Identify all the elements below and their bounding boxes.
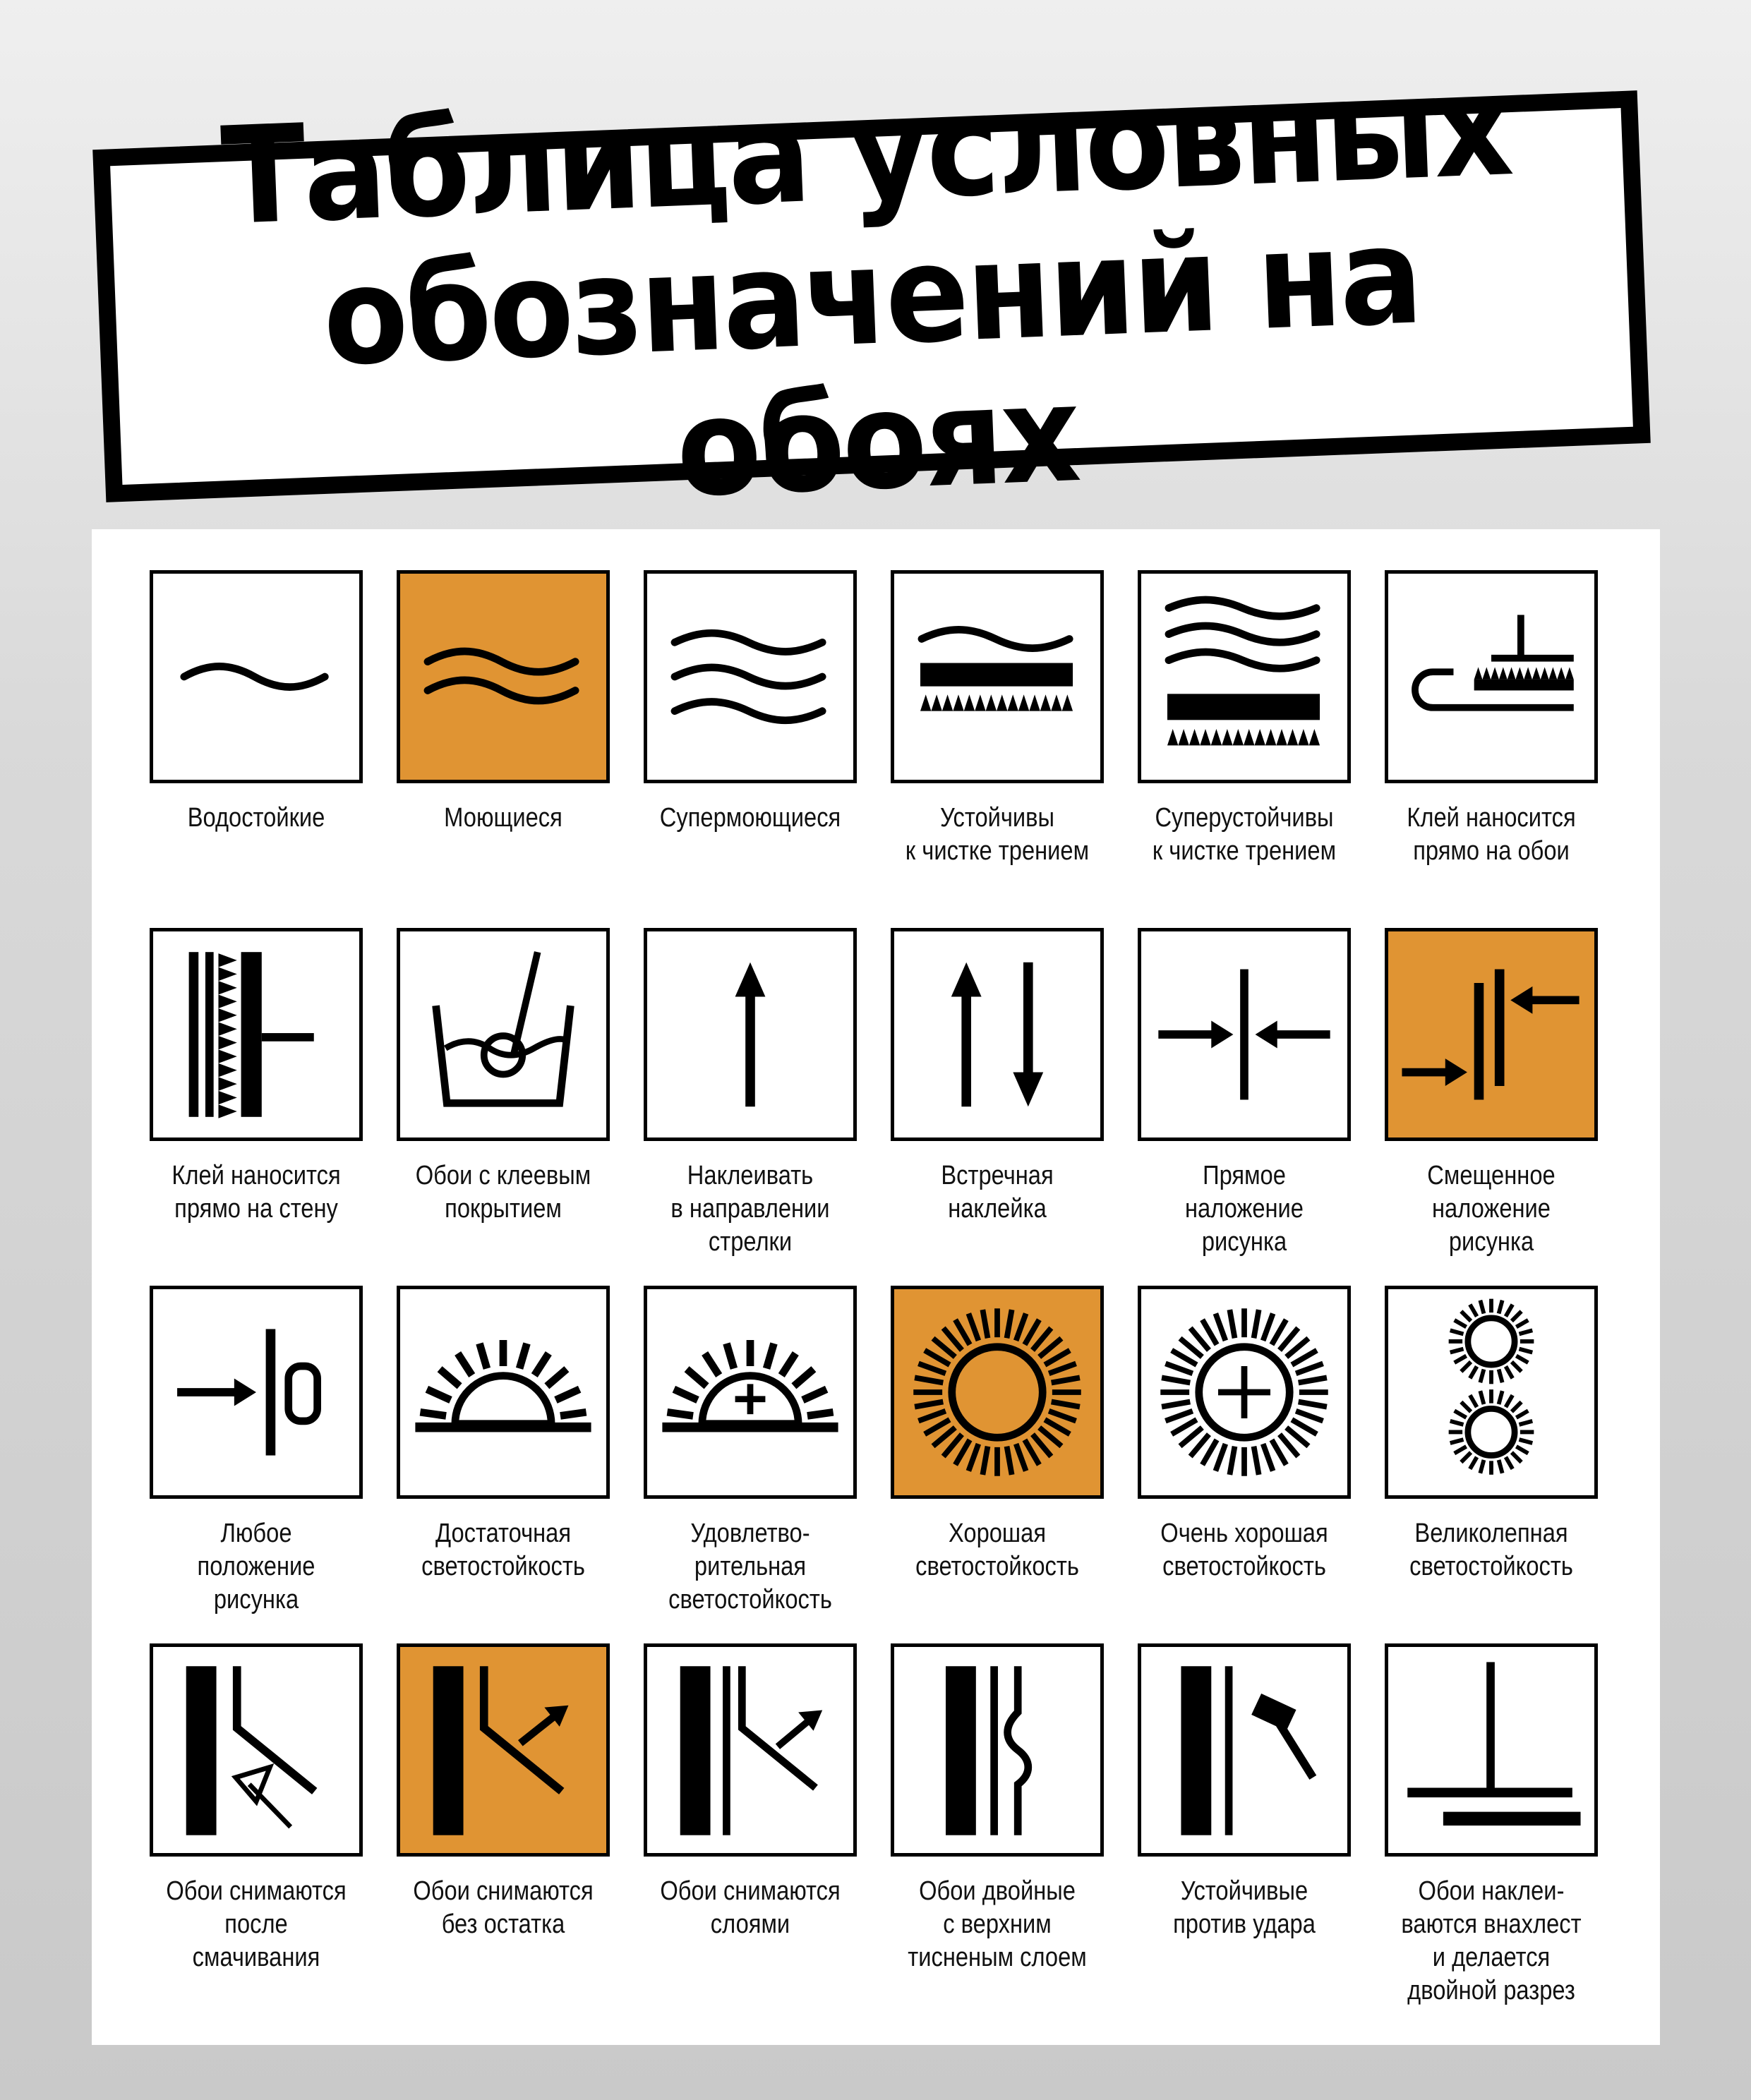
symbol-cell xyxy=(150,1286,363,1643)
symbol-label-line: наложение xyxy=(1185,1194,1304,1224)
double-sun-icon xyxy=(1385,1286,1598,1499)
symbol-label xyxy=(1382,1159,1601,1259)
free-match-icon xyxy=(150,1286,363,1499)
peel-layers-icon xyxy=(644,1643,857,1857)
symbol-label-line: Обои с клеевым xyxy=(415,1161,591,1190)
symbol-label-line: прямо на стену xyxy=(174,1194,338,1224)
symbol-cell xyxy=(891,570,1104,928)
paste-wall-icon xyxy=(150,928,363,1141)
symbol-label xyxy=(147,1875,366,1974)
symbol-cell xyxy=(150,1643,363,2001)
symbol-label xyxy=(394,802,613,835)
symbol-label-line: после xyxy=(224,1909,288,1939)
symbol-label-line: Устойчивы xyxy=(939,803,1055,833)
offset-match-icon xyxy=(1385,928,1598,1141)
symbol-label-line: против удара xyxy=(1173,1909,1316,1939)
symbol-label-line: Моющиеся xyxy=(444,803,562,833)
symbol-cell xyxy=(644,570,857,928)
symbol-label xyxy=(1382,1517,1601,1583)
peel-off-icon xyxy=(397,1643,610,1857)
symbol-label-line: Обои снимаются xyxy=(166,1876,347,1906)
symbol-cell xyxy=(1385,928,1598,1286)
symbol-label-line: Наклеивать xyxy=(687,1161,814,1190)
symbol-cell xyxy=(1138,1286,1351,1643)
symbol-label-line: Обои двойные xyxy=(919,1876,1076,1906)
symbol-cell xyxy=(891,1286,1104,1643)
symbol-label xyxy=(1135,1875,1354,1941)
reverse-hanging-icon xyxy=(891,928,1104,1141)
symbol-label xyxy=(1382,1875,1601,2008)
symbol-label-line: Удовлетво- xyxy=(690,1519,810,1548)
symbol-label-line: прямо на обои xyxy=(1413,836,1570,866)
symbol-label xyxy=(888,1159,1107,1226)
triple-wave-brush-icon xyxy=(1138,570,1351,783)
symbol-cell xyxy=(1385,570,1598,928)
symbol-label xyxy=(641,1517,860,1617)
title-banner xyxy=(92,49,1651,527)
symbol-cell xyxy=(891,928,1104,1286)
half-sun-plus-icon xyxy=(644,1286,857,1499)
title-line-1: Таблица условных xyxy=(218,49,1514,255)
symbol-cell xyxy=(644,1286,857,1643)
symbol-label-line: наложение xyxy=(1432,1194,1551,1224)
symbol-label xyxy=(1135,802,1354,868)
symbol-label-line: с верхним xyxy=(943,1909,1052,1939)
symbol-label-line: Достаточная xyxy=(435,1519,572,1548)
symbol-label xyxy=(1135,1517,1354,1583)
symbol-label xyxy=(888,1875,1107,1974)
overlap-cut-icon xyxy=(1385,1643,1598,1857)
symbol-label-line: Водостойкие xyxy=(187,803,325,833)
symbol-label-line: Супермоющиеся xyxy=(659,803,841,833)
symbol-label xyxy=(641,1875,860,1941)
symbol-cell xyxy=(397,570,610,928)
symbol-label-line: Клей наносится xyxy=(1407,803,1576,833)
sun-plus-icon xyxy=(1138,1286,1351,1499)
symbol-label xyxy=(1382,802,1601,868)
symbol-label xyxy=(1135,1159,1354,1259)
symbol-cell xyxy=(644,1643,857,2001)
symbol-label-line: светостойкость xyxy=(1162,1552,1326,1581)
symbol-label xyxy=(147,1159,366,1226)
symbol-label xyxy=(888,1517,1107,1583)
title-line-2: обозначений на обоях xyxy=(320,197,1424,527)
symbol-label-line: смачивания xyxy=(192,1943,320,1972)
symbol-cell xyxy=(397,928,610,1286)
symbol-label-line: стрелки xyxy=(708,1227,793,1257)
embossed-duplex-icon xyxy=(891,1643,1104,1857)
arrow-up-icon xyxy=(644,928,857,1141)
symbol-label-line: Обои наклеи- xyxy=(1418,1876,1565,1906)
symbol-label-line: светостойкость xyxy=(421,1552,585,1581)
symbol-label-line: к чистке трением xyxy=(905,836,1090,866)
symbol-label xyxy=(888,802,1107,868)
symbol-cell xyxy=(1385,1286,1598,1643)
symbol-label-line: тисненым слоем xyxy=(908,1943,1087,1972)
symbol-label xyxy=(641,802,860,835)
symbol-label-line: рительная xyxy=(694,1552,807,1581)
symbol-label-line: Любое xyxy=(220,1519,292,1548)
symbol-label xyxy=(147,1517,366,1617)
paste-roll-icon xyxy=(1385,570,1598,783)
symbol-label-line: покрытием xyxy=(445,1194,562,1224)
symbol-label-line: рисунка xyxy=(1201,1227,1287,1257)
symbol-label-line: светостойкость xyxy=(1409,1552,1573,1581)
symbol-label-line: Прямое xyxy=(1203,1161,1286,1190)
symbol-label-line: Суперустойчивы xyxy=(1155,803,1334,833)
symbol-label-line: без остатка xyxy=(441,1909,565,1939)
wet-strip-icon xyxy=(150,1643,363,1857)
symbols-panel xyxy=(92,529,1660,2045)
symbol-cell xyxy=(1138,570,1351,928)
symbol-label-line: Смещенное xyxy=(1427,1161,1556,1190)
symbol-label-line: двойной разрез xyxy=(1407,1976,1575,2005)
symbol-cell xyxy=(644,928,857,1286)
symbol-label-line: Великолепная xyxy=(1414,1519,1568,1548)
symbol-label-line: светостойкость xyxy=(915,1552,1079,1581)
symbols-grid xyxy=(150,570,1598,2005)
symbol-label-line: Обои снимаются xyxy=(413,1876,594,1906)
symbol-cell xyxy=(397,1286,610,1643)
triple-wave-icon xyxy=(644,570,857,783)
symbol-label-line: и делается xyxy=(1432,1943,1551,1972)
symbol-cell xyxy=(397,1643,610,2001)
page-title xyxy=(169,49,1575,540)
symbol-label-line: Встречная xyxy=(941,1161,1054,1190)
symbol-label-line: Клей наносится xyxy=(172,1161,341,1190)
symbol-label-line: в направлении xyxy=(670,1194,830,1224)
symbol-label-line: рисунка xyxy=(213,1585,299,1615)
symbol-label-line: светостойкость xyxy=(668,1585,832,1615)
wave-brush-icon xyxy=(891,570,1104,783)
straight-match-icon xyxy=(1138,928,1351,1141)
symbol-label-line: Очень хорошая xyxy=(1160,1519,1328,1548)
half-sun-icon xyxy=(397,1286,610,1499)
symbol-label-line: Устойчивые xyxy=(1180,1876,1308,1906)
symbol-cell xyxy=(150,928,363,1286)
symbol-cell xyxy=(150,570,363,928)
symbol-label xyxy=(147,802,366,835)
symbol-label-line: к чистке трением xyxy=(1152,836,1337,866)
double-wave-icon xyxy=(397,570,610,783)
symbol-label-line: Обои снимаются xyxy=(660,1876,841,1906)
symbol-label xyxy=(394,1517,613,1583)
symbol-label-line: ваются внахлест xyxy=(1401,1909,1582,1939)
single-wave-icon xyxy=(150,570,363,783)
sun-icon xyxy=(891,1286,1104,1499)
symbol-label xyxy=(394,1875,613,1941)
symbol-label xyxy=(641,1159,860,1259)
symbol-cell xyxy=(1385,1643,1598,2005)
symbol-label-line: положение xyxy=(197,1552,315,1581)
impact-resistant-icon xyxy=(1138,1643,1351,1857)
symbol-cell xyxy=(1138,1643,1351,2001)
symbol-cell xyxy=(1138,928,1351,1286)
pre-pasted-icon xyxy=(397,928,610,1141)
symbol-label-line: рисунка xyxy=(1448,1227,1534,1257)
symbol-label xyxy=(394,1159,613,1226)
symbol-label-line: слоями xyxy=(710,1909,790,1939)
symbol-label-line: Хорошая xyxy=(948,1519,1047,1548)
symbol-label-line: наклейка xyxy=(948,1194,1047,1224)
symbol-cell xyxy=(891,1643,1104,2001)
